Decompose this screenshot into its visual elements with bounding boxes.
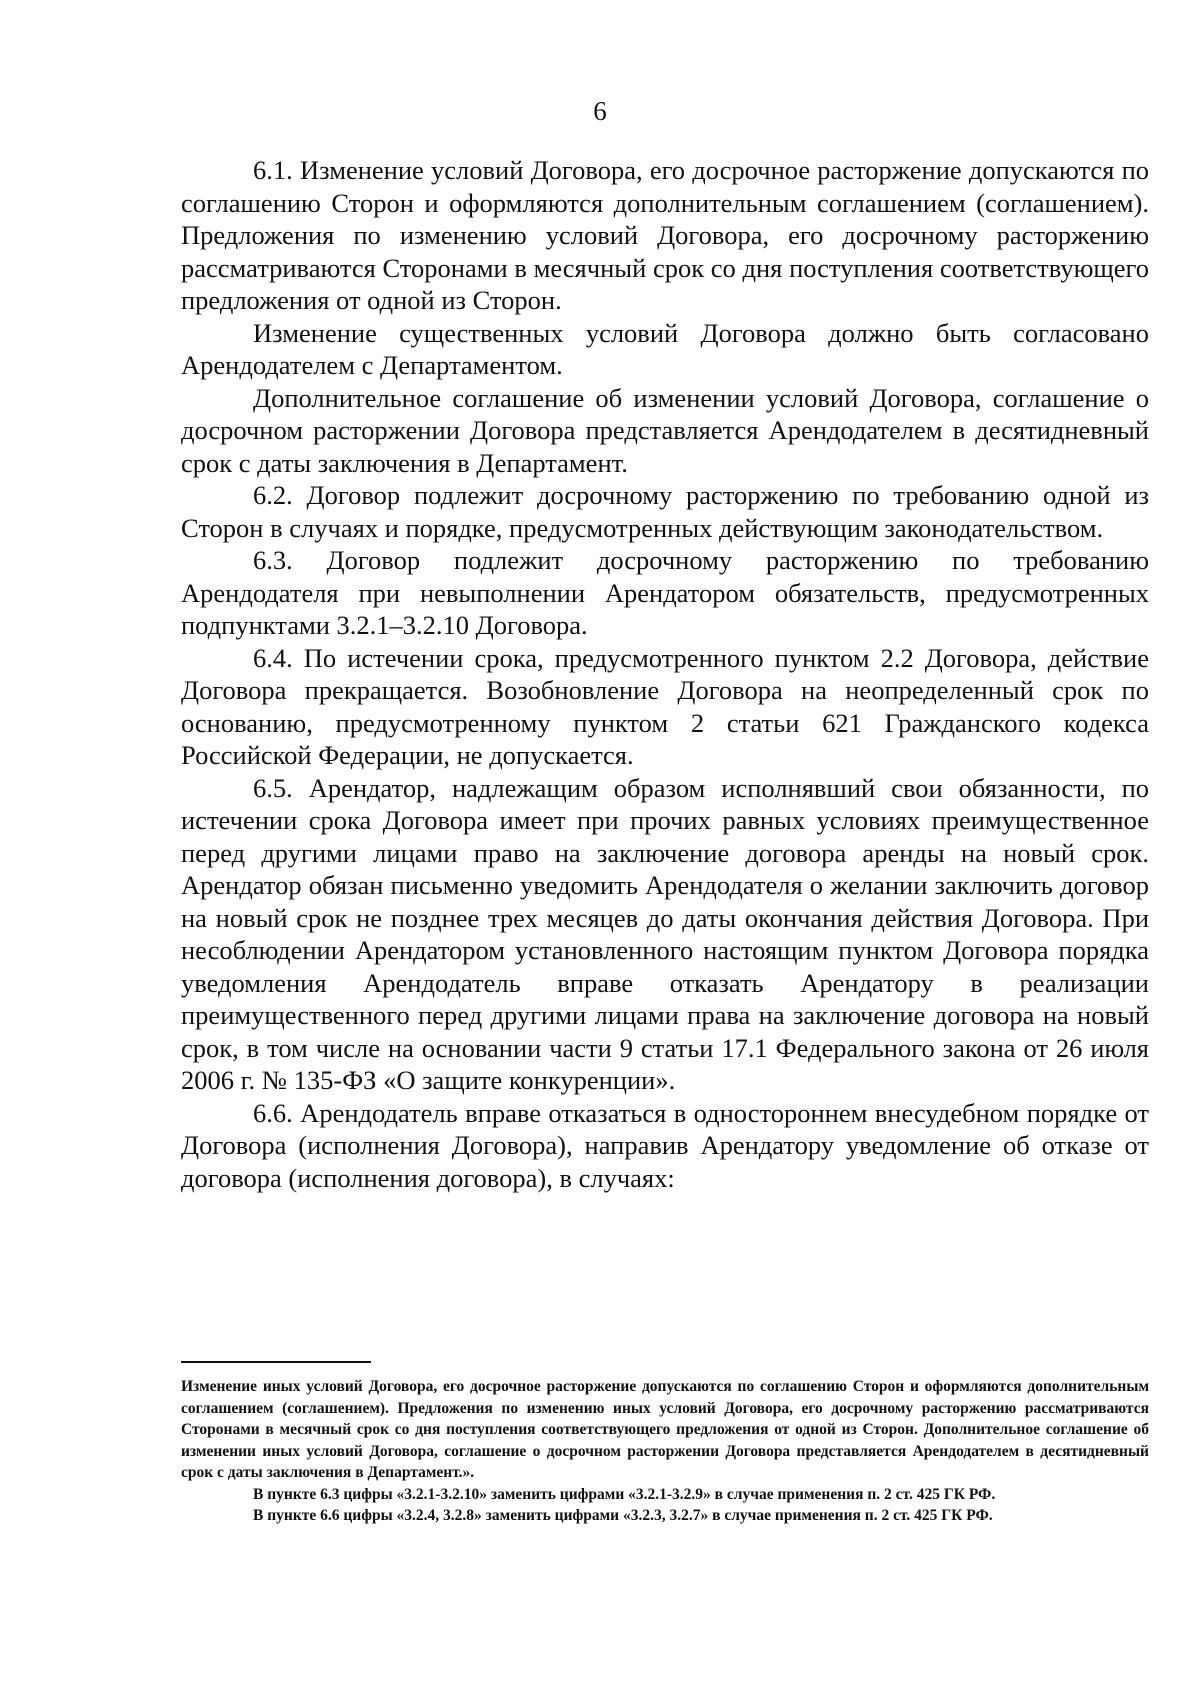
body-text — [181, 154, 1149, 1194]
paragraph-6-4: 6.4. По истечении срока, предусмотренного пунктом 2.2 Договора, действие Договора прекращается. Возобновление Договора на неопределенный срок по основанию, предусмотренному пунктом 2 статьи 621 Гражданского кодекса Российской Федерации, не допускается. — [181, 642, 1149, 770]
paragraph-6-6: 6.6. Арендодатель вправе отказаться в одностороннем внесудебном порядке от Договора (исполнения Договора), направив Арендатору уведомление об отказе от договора (исполнения договора), в случаях: — [181, 1097, 1149, 1193]
footnote-1: Изменение иных условий Договора, его досрочное расторжение допускаются по соглашению Сторон и оформляются дополнительным соглашением (соглашением). Предложения по изменению иных условий Договора, его досрочному расторжению рассматриваются Сторонами в месячный срок со дня поступления соответствующего предложения от одной из Сторон. Дополнительное соглашение об изменении иных условий Договора, соглашение о досрочном расторжении Договора представляется Арендодателем в десятидневный срок с даты заключения в Департамент.». — [181, 1378, 1149, 1481]
paragraph-6-1: 6.1. Изменение условий Договора, его досрочное расторжение допускаются по соглашению Сторон и оформляются дополнительным соглашением (соглашением). Предложения по изменению условий Договора, его досрочному расторжению рассматриваются Сторонами в месячный срок со дня поступления соответствующего предложения от одной из Сторон. — [181, 155, 1149, 315]
paragraph-essential-terms: Изменение существенных условий Договора должно быть согласовано Арендодателем с Департаментом. — [181, 317, 1149, 380]
page-number: 6 — [593, 96, 607, 126]
paragraph-additional-agreement: Дополнительное соглашение об изменении условий Договора, соглашение о досрочном расторжении Договора представляется Арендодателем в десятидневный срок с даты заключения в Департамент. — [181, 382, 1149, 478]
footnote-3: В пункте 6.6 цифры «3.2.4, 3.2.8» заменить цифрами «3.2.3, 3.2.7» в случае применения п. 2 ст. 425 ГК РФ. — [253, 1507, 993, 1524]
footnote-2: В пункте 6.3 цифры «3.2.1-3.2.10» заменить цифрами «3.2.1-3.2.9» в случае применения п. 2 ст. 425 ГК РФ. — [253, 1485, 996, 1503]
footnote-divider — [181, 1361, 371, 1363]
paragraph-6-3: 6.3. Договор подлежит досрочному расторжению по требованию Арендодателя при невыполнении Арендатором обязательств, предусмотренных подпунктами 3.2.1–3.2.10 Договора. — [181, 545, 1149, 640]
paragraph-6-2: 6.2. Договор подлежит досрочному расторжению по требованию одной из Сторон в случаях и порядке, предусмотренных действующим законодательством. — [181, 480, 1149, 543]
paragraph-6-5: 6.5. Арендатор, надлежащим образом исполнявший свои обязанности, по истечении срока Договора имеет при прочих равных условиях преимущественное перед другими лицами право на заключение договора аренды на новый срок. Арендатор обязан письменно уведомить Арендодателя о желании заключить договор на новый срок не позднее трех месяцев до даты окончания действия Договора. При несоблюдении Арендатором установленного настоящим пунктом Договора порядка уведомления Арендодатель вправе отказать Арендатору в реализации преимущественного перед другими лицами права на заключение договора на новый срок, в том числе на основании части 9 статьи 17.1 Федерального закона от 26 июля 2006 г. № 135-ФЗ «О защите конкуренции». — [181, 772, 1149, 1095]
footnotes — [181, 1376, 1149, 1527]
